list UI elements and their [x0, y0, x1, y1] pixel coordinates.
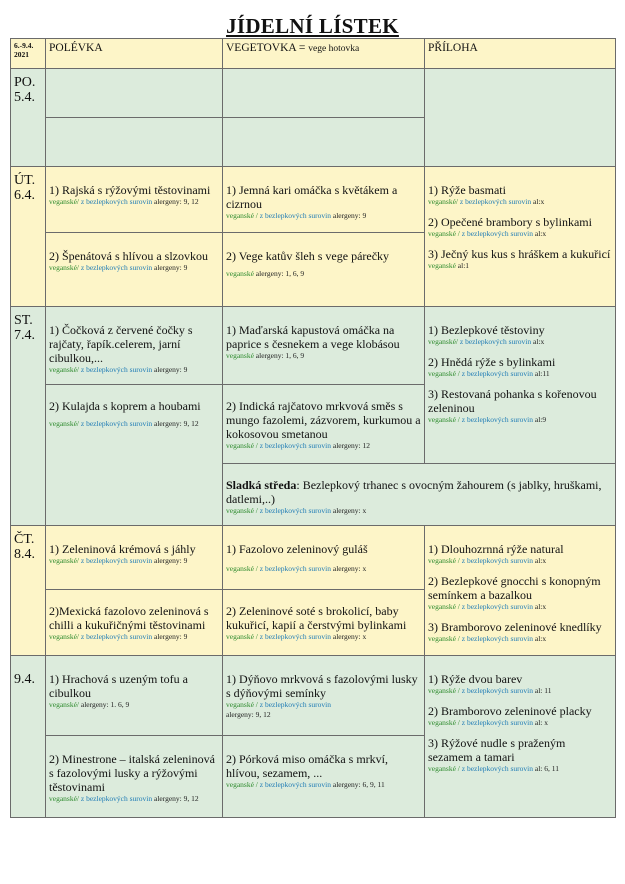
day-label: PO. 5.4. [11, 69, 46, 167]
side-cell: 1) Bezlepkové těstoviny veganské/ z bezlepkových surovin al:x 2) Hnědá rýže s bylinkami veganské / z bezlepkových surovin al:11 3) Restovaná pohanka s kořenovou zeleninou veganské / z bezlepkových surovin al:9 [425, 307, 616, 464]
page-title: JÍDELNÍ LÍSTEK [226, 14, 399, 38]
soup-item: 1) Zeleninová krémová s jáhly veganské/ z bezlepkových surovin alergeny: 9 [46, 526, 223, 590]
header-row [11, 39, 616, 69]
soup-item: 1) Rajská s rýžovými těstovinami veganské/ z bezlepkových surovin alergeny: 9, 12 [46, 167, 223, 233]
day-row [11, 69, 616, 118]
soup-item: 2) Kulajda s koprem a houbami veganské/ z bezlepkových surovin alergeny: 9, 12 [46, 385, 223, 526]
col-veg-note: vege hotovka [308, 44, 360, 54]
soup-item: 2)Mexická fazolovo zeleninová s chilli a kukuřičnými těstovinami veganské/ z bezlepkových surovin alergeny: 9 [46, 590, 223, 656]
side-cell: 1) Dlouhozrnná rýže natural veganské / z bezlepkových surovin al:x 2) Bezlepkové gnocchi s konopným semínkem a bazalkou veganské / z bezlepkových surovin al:x 3) Bramborovo zeleninové knedlíky veganské / z bezlepkových surovin al:x [425, 526, 616, 656]
side-cell: 1) Rýže dvou barev veganské / z bezlepkových surovin al: 11 2) Bramborovo zeleninové placky veganské / z bezlepkových surovin al: x 3) Rýžové nudle s praženým sezamem a tamari veganské / z bezlepkových surovin al: 6, 11 [425, 656, 616, 818]
day-label: ÚT. 6.4. [11, 167, 46, 307]
main-item: 2) Indická rajčatovo mrkvová směs s mungo fazolemi, zázvorem, kurkumou a kokosovou smetanou veganské / z bezlepkových surovin alergeny: 12 [223, 385, 425, 464]
main-item: 2) Zeleninové soté s brokolicí, baby kukuřicí, kapií a čerstvými bylinkami veganské / z bezlepkových surovin alergeny: x [223, 590, 425, 656]
day-label: 9.4. [11, 656, 46, 818]
soup-item: 1) Čočková z červené čočky s rajčaty, řapík.celerem, jarní cibulkou,... veganské/ z bezlepkových surovin alergeny: 9 [46, 307, 223, 385]
soup-item: 2) Minestrone – italská zeleninová s fazolovými lusky a rýžovými těstovinami veganské/ z bezlepkových surovin alergeny: 9, 12 [46, 736, 223, 818]
menu-table [10, 38, 616, 818]
main-item: 1) Jemná kari omáčka s květákem a cizrnou veganské / z bezlepkových surovin alergeny: 9 [223, 167, 425, 233]
col-header-veg [223, 39, 425, 69]
soup-item: 1) Hrachová s uzeným tofu a cibulkou veganské/ alergeny: 1. 6, 9 [46, 656, 223, 736]
main-item: 2) Pórková miso omáčka s mrkví, hlívou, sezamem, ... veganské / z bezlepkových surovin alergeny: 6, 9, 11 [223, 736, 425, 818]
sweet-wednesday: Sladká středa: Bezlepkový trhanec s ovocným žahourem (s jablky, hruškami, datlemi,..) veganské / z bezlepkových surovin alergeny: x [223, 464, 616, 526]
day-label: ČT. 8.4. [11, 526, 46, 656]
soup-item: 2) Špenátová s hlívou a slzovkou veganské/ z bezlepkových surovin alergeny: 9 [46, 233, 223, 307]
main-item: 1) Dýňovo mrkvová s fazolovými lusky s dýňovými semínky veganské / z bezlepkových surovin alergeny: 9, 12 [223, 656, 425, 736]
day-label: ST. 7.4. [11, 307, 46, 526]
main-item: 2) Vege katův šleh s vege párečky veganské alergeny: 1, 6, 9 [223, 233, 425, 307]
col-header-soup: POLÉVKA [46, 39, 223, 69]
date-range: 6.-9.4. 2021 [11, 39, 46, 69]
side-cell: 1) Rýže basmati veganské/ z bezlepkových surovin al:x 2) Opečené brambory s bylinkami veganské / z bezlepkových surovin al:x 3) Ječný kus kus s hráškem a kukuřicí veganské al:1 [425, 167, 616, 307]
col-veg-prefix: VEGETOVKA = [226, 42, 309, 54]
main-item: 1) Fazolovo zeleninový guláš veganské / z bezlepkových surovin alergeny: x [223, 526, 425, 590]
col-header-side: PŘÍLOHA [425, 39, 616, 69]
main-item: 1) Maďarská kapustová omáčka na paprice s česnekem a vege klobásou veganské alergeny: 1, 6, 9 [223, 307, 425, 385]
